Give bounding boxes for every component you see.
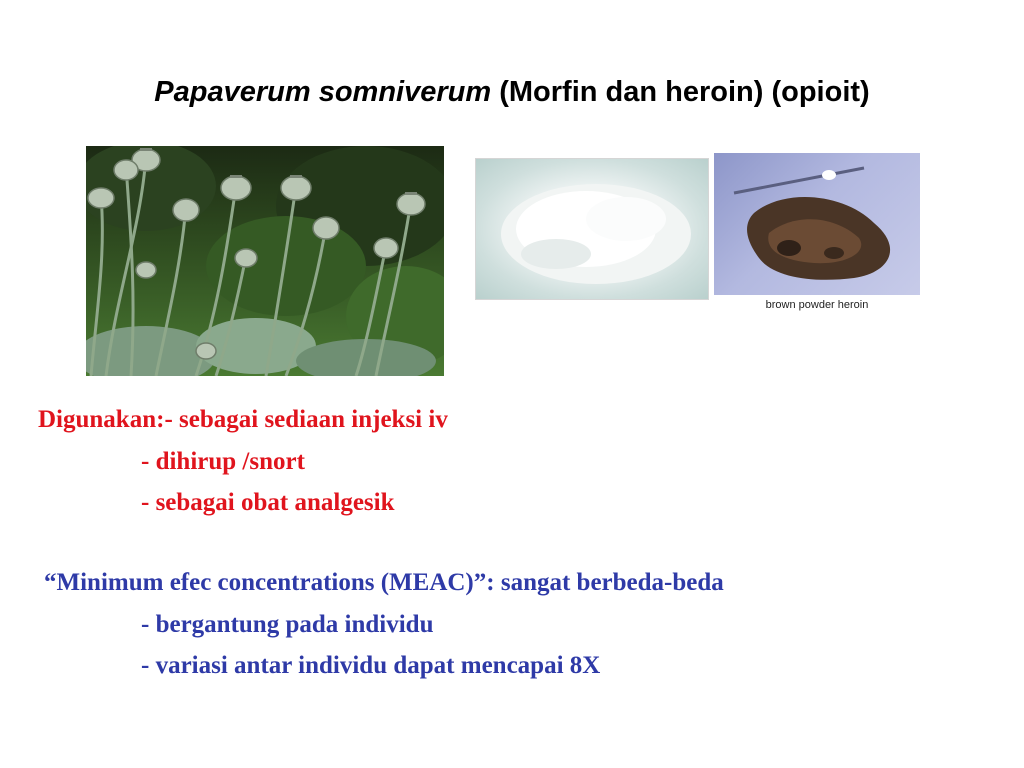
poppy-plant-image bbox=[86, 146, 444, 376]
brown-powder-image bbox=[714, 153, 920, 295]
usage-line-3: - sebagai obat analgesik bbox=[141, 489, 395, 516]
white-powder-photo bbox=[476, 159, 708, 299]
slide-title bbox=[0, 76, 1024, 109]
meac-line-2: - bergantung pada individu bbox=[141, 611, 434, 638]
brown-powder-figure bbox=[714, 153, 920, 321]
brown-powder-photo bbox=[714, 153, 920, 295]
title-species: Papaverum somniverum bbox=[154, 76, 492, 108]
white-powder-image bbox=[475, 158, 709, 300]
title-description: (Morfin dan heroin) (opioit) bbox=[499, 76, 870, 108]
poppy-plant-photo bbox=[86, 146, 444, 376]
brown-powder-caption: brown powder heroin bbox=[765, 299, 869, 311]
usage-line-1: Digunakan:- sebagai sediaan injeksi iv bbox=[38, 406, 448, 433]
meac-line-1: “Minimum efec concentrations (MEAC)”: sangat berbeda-beda bbox=[44, 569, 724, 596]
meac-line-3: - variasi antar individu dapat mencapai 8X bbox=[141, 652, 601, 679]
usage-line-2: - dihirup /snort bbox=[141, 448, 305, 475]
